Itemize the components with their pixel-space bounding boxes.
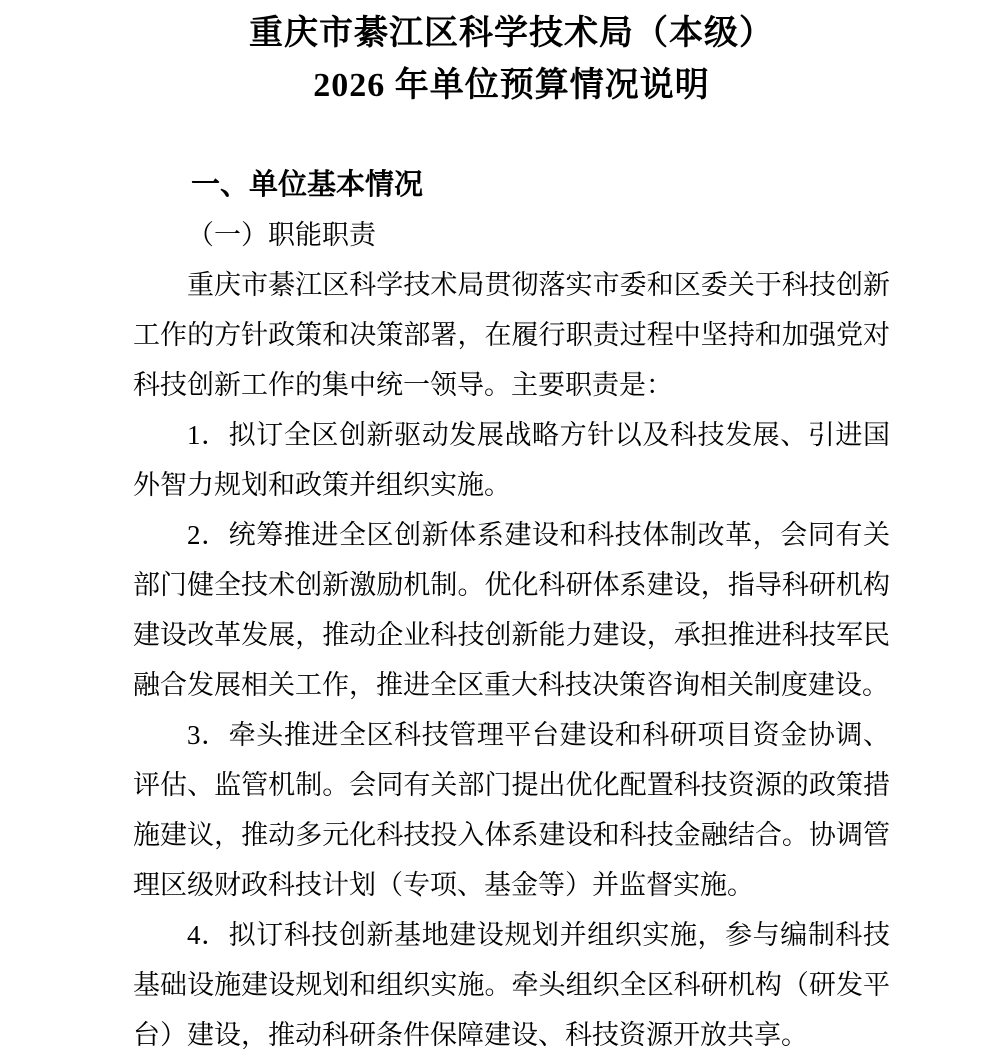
paragraph-intro: 重庆市綦江区科学技术局贯彻落实市委和区委关于科技创新工作的方针政策和决策部署，在履行职责过程中坚持和加强党对科技创新工作的集中统一领导。主要职责是：: [133, 270, 890, 400]
section-heading-basic-info: 一、单位基本情况: [191, 169, 424, 201]
document-title-line-2: 2026 年单位预算情况说明: [313, 67, 710, 104]
paragraph-duty-2: 2．统筹推进全区创新体系建设和科技体制改革，会同有关部门健全技术创新激励机制。优化科研体系建设，指导科研机构建设改革发展，推动企业科技创新能力建设，承担推进科技军民融合发展相关工作，推进全区重大科技决策咨询相关制度建设。: [133, 520, 890, 700]
paragraph-duty-4: 4．拟订科技创新基地建设规划并组织实施，参与编制科技基础设施建设规划和组织实施。牵头组织全区科研机构（研发平台）建设，推动科研条件保障建设、科技资源开放共享。: [133, 920, 890, 1050]
document-title-line-1: 重庆市綦江区科学技术局（本级）: [249, 15, 774, 52]
document-title: [133, 8, 890, 112]
paragraph-duty-3: 3．牵头推进全区科技管理平台建设和科研项目资金协调、评估、监管机制。会同有关部门提出优化配置科技资源的政策措施建议，推动多元化科技投入体系建设和科技金融结合。协调管理区级财政科技计划（专项、基金等）并监督实施。: [133, 720, 890, 900]
paragraph-duty-1: 1．拟订全区创新驱动发展战略方针以及科技发展、引进国外智力规划和政策并组织实施。: [133, 420, 890, 500]
subsection-heading-duties: （一）职能职责: [187, 220, 376, 250]
